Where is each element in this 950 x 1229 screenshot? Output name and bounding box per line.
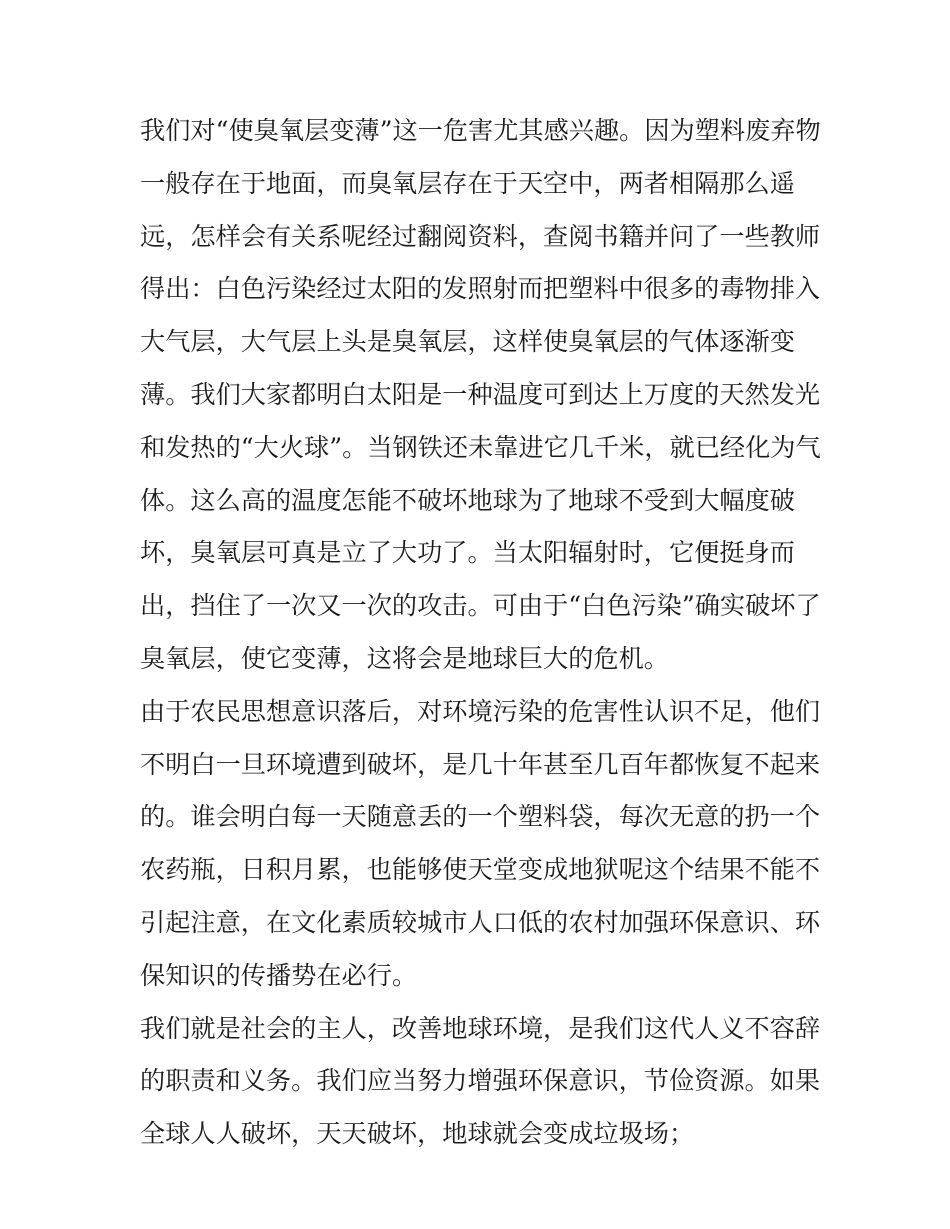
text-line: 体。这么高的温度怎能不破坏地球为了地球不受到大幅度破 [140,485,795,515]
text-line: 农药瓶，日积月累，也能够使天堂变成地狱呢这个结果不能不 [140,855,821,885]
text-line: 得出：白色污染经过太阳的发照射而把塑料中很多的毒物排入 [140,274,821,304]
text-line: 全球人人破坏，天天破坏，地球就会变成垃圾场； [140,1119,695,1149]
paragraph-farmers [140,686,821,1003]
text-line: 的职责和义务。我们应当努力增强环保意识，节俭资源。如果 [140,1066,821,1096]
paragraph-responsibility [140,1003,821,1161]
text-line: 臭氧层，使它变薄，这将会是地球巨大的危机。 [140,643,669,673]
text-line: 的。谁会明白每一天随意丢的一个塑料袋，每次无意的扔一个 [140,802,821,832]
text-line: 远，怎样会有关系呢经过翻阅资料，查阅书籍并问了一些教师 [140,221,821,251]
text-line: 薄。我们大家都明白太阳是一种温度可到达上万度的天然发光 [140,379,821,409]
text-line: 我们就是社会的主人，改善地球环境，是我们这代人义不容辞 [140,1013,821,1043]
text-line: 引起注意，在文化素质较城市人口低的农村加强环保意识、环 [140,907,821,937]
text-line: 大气层，大气层上头是臭氧层，这样使臭氧层的气体逐渐变 [140,327,795,357]
paragraph-ozone [140,105,821,686]
text-line: 不明白一旦环境遭到破坏，是几十年甚至几百年都恢复不起来 [140,749,821,779]
text-line: 和发热的“大火球”。当钢铁还未靠进它几千米，就已经化为气 [140,432,821,462]
document-body [140,105,821,1161]
text-line: 出，挡住了一次又一次的攻击。可由于“白色污染”确实破坏了 [140,591,821,621]
text-line: 坏，臭氧层可真是立了大功了。当太阳辐射时，它便挺身而 [140,538,795,568]
text-line: 由于农民思想意识落后，对环境污染的危害性认识不足，他们 [140,696,821,726]
text-line: 保知识的传播势在必行。 [140,960,418,990]
text-line: 我们对“使臭氧层变薄”这一危害尤其感兴趣。因为塑料废弃物 [140,116,821,145]
text-line: 一般存在于地面，而臭氧层存在于天空中，两者相隔那么遥 [140,168,795,198]
